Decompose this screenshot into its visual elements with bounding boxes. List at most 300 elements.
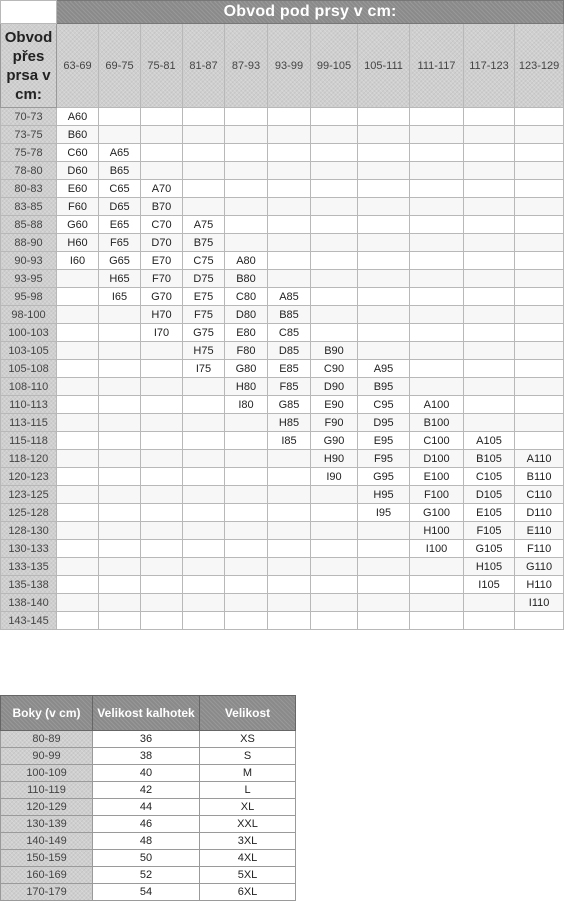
bra-size-cell <box>225 414 268 432</box>
bra-size-cell <box>464 252 515 270</box>
bra-size-cell <box>410 288 464 306</box>
table-row <box>1 108 564 126</box>
bra-size-cell <box>358 342 410 360</box>
bra-size-cell <box>311 576 358 594</box>
bra-size-cell <box>268 540 311 558</box>
bra-size-cell: C75 <box>183 252 225 270</box>
bra-size-cell <box>57 342 99 360</box>
table-row <box>1 414 564 432</box>
panty-size-cell: 46 <box>93 816 200 833</box>
bra-size-cell: H65 <box>99 270 141 288</box>
bra-size-cell: D90 <box>311 378 358 396</box>
bra-size-cell <box>358 306 410 324</box>
bra-size-cell <box>464 396 515 414</box>
bust-range-label: 133-135 <box>1 558 57 576</box>
bra-size-cell: G110 <box>515 558 564 576</box>
bra-size-cell <box>311 540 358 558</box>
bra-size-cell <box>99 540 141 558</box>
bra-size-cell: I65 <box>99 288 141 306</box>
table-row <box>1 126 564 144</box>
bra-size-cell <box>225 576 268 594</box>
bra-size-cell <box>183 162 225 180</box>
bra-size-cell: E95 <box>358 432 410 450</box>
bra-size-cell <box>225 180 268 198</box>
bra-size-cell: D85 <box>268 342 311 360</box>
bra-size-cell <box>183 558 225 576</box>
bust-range-label: 135-138 <box>1 576 57 594</box>
bra-size-cell <box>141 612 183 630</box>
bra-size-cell <box>99 504 141 522</box>
bra-size-cell <box>183 378 225 396</box>
bra-size-cell <box>311 594 358 612</box>
bra-size-cell: H80 <box>225 378 268 396</box>
bra-size-cell <box>311 144 358 162</box>
table-row <box>1 833 296 850</box>
size-column-header: Velikost kalhotek <box>93 696 200 731</box>
table-row <box>1 342 564 360</box>
bra-size-cell: G100 <box>410 504 464 522</box>
bust-range-label: 105-108 <box>1 360 57 378</box>
bra-size-cell <box>515 324 564 342</box>
bra-size-cell: A95 <box>358 360 410 378</box>
bra-size-cell <box>57 324 99 342</box>
bra-size-cell: G85 <box>268 396 311 414</box>
bra-size-cell <box>57 360 99 378</box>
bra-size-cell <box>141 468 183 486</box>
table-row <box>1 270 564 288</box>
bra-size-cell <box>358 612 410 630</box>
bra-size-cell <box>99 486 141 504</box>
bra-size-cell <box>99 396 141 414</box>
bra-size-cell <box>515 378 564 396</box>
bra-size-cell <box>464 216 515 234</box>
bra-size-cell <box>311 612 358 630</box>
bra-size-cell <box>464 270 515 288</box>
bra-size-cell <box>141 144 183 162</box>
bust-range-label: 85-88 <box>1 216 57 234</box>
bra-size-cell <box>464 198 515 216</box>
size-label-cell: 6XL <box>200 884 296 901</box>
bra-size-cell: E100 <box>410 468 464 486</box>
bra-size-cell: H105 <box>464 558 515 576</box>
bra-size-cell: F110 <box>515 540 564 558</box>
size-column-header: Boky (v cm) <box>1 696 93 731</box>
bra-size-cell <box>225 450 268 468</box>
bra-size-cell <box>57 522 99 540</box>
bra-size-cell <box>410 162 464 180</box>
bra-size-cell: I90 <box>311 468 358 486</box>
bra-size-cell: G70 <box>141 288 183 306</box>
bra-size-cell <box>515 126 564 144</box>
bra-size-cell <box>225 108 268 126</box>
bra-size-cell: H70 <box>141 306 183 324</box>
bra-size-cell: F70 <box>141 270 183 288</box>
bra-size-cell: A60 <box>57 108 99 126</box>
bra-size-cell <box>464 342 515 360</box>
bra-size-cell <box>268 468 311 486</box>
bust-range-label: 130-133 <box>1 540 57 558</box>
bra-size-cell <box>183 198 225 216</box>
bra-size-cell: H75 <box>183 342 225 360</box>
bust-header: Obvod přes prsa v cm: <box>1 24 57 108</box>
table-row <box>1 396 564 414</box>
bust-range-label: 143-145 <box>1 612 57 630</box>
bra-size-cell: F90 <box>311 414 358 432</box>
bra-size-cell <box>311 180 358 198</box>
bra-size-cell <box>141 378 183 396</box>
table-row <box>1 748 296 765</box>
bra-size-cell <box>515 396 564 414</box>
size-label-cell: 5XL <box>200 867 296 884</box>
bra-size-cell: C65 <box>99 180 141 198</box>
bra-size-cell <box>358 126 410 144</box>
bra-size-cell: F60 <box>57 198 99 216</box>
bra-size-cell <box>268 504 311 522</box>
bra-size-cell <box>464 378 515 396</box>
bra-size-cell <box>183 594 225 612</box>
bra-size-cell <box>141 558 183 576</box>
table-row <box>1 558 564 576</box>
size-label-cell: L <box>200 782 296 799</box>
hips-range-cell: 110-119 <box>1 782 93 799</box>
bra-size-cell <box>99 468 141 486</box>
size-label-cell: XL <box>200 799 296 816</box>
bra-size-cell: F95 <box>358 450 410 468</box>
bra-size-cell <box>515 234 564 252</box>
bra-size-cell <box>358 180 410 198</box>
bra-size-cell: E85 <box>268 360 311 378</box>
bra-size-cell <box>141 414 183 432</box>
underbust-column-header: 99-105 <box>311 24 358 108</box>
bra-size-cell <box>464 162 515 180</box>
bra-size-cell <box>515 414 564 432</box>
bra-size-cell <box>268 576 311 594</box>
bra-size-cell: B60 <box>57 126 99 144</box>
bra-size-cell <box>99 594 141 612</box>
bra-size-cell <box>99 414 141 432</box>
bra-size-cell <box>183 126 225 144</box>
bust-range-label: 123-125 <box>1 486 57 504</box>
bust-range-label: 98-100 <box>1 306 57 324</box>
bra-size-cell: B90 <box>311 342 358 360</box>
bra-size-cell <box>183 576 225 594</box>
bra-size-cell <box>183 450 225 468</box>
bust-range-label: 125-128 <box>1 504 57 522</box>
bra-size-cell <box>183 396 225 414</box>
bra-size-cell <box>410 270 464 288</box>
bra-size-cell <box>99 360 141 378</box>
bust-range-label: 90-93 <box>1 252 57 270</box>
bra-size-cell <box>464 288 515 306</box>
bra-size-cell <box>464 234 515 252</box>
size-column-header: Velikost <box>200 696 296 731</box>
bra-size-cell: F65 <box>99 234 141 252</box>
bra-size-cell <box>99 324 141 342</box>
hips-range-cell: 90-99 <box>1 748 93 765</box>
bra-size-cell <box>141 162 183 180</box>
bra-size-cell: B65 <box>99 162 141 180</box>
bra-size-cell <box>515 360 564 378</box>
bra-size-cell <box>268 180 311 198</box>
bra-size-cell <box>358 108 410 126</box>
bra-size-cell: F85 <box>268 378 311 396</box>
table-row <box>1 378 564 396</box>
bra-size-cell <box>358 558 410 576</box>
underbust-column-header: 63-69 <box>57 24 99 108</box>
bra-size-cell <box>141 540 183 558</box>
bra-size-cell <box>410 360 464 378</box>
bra-size-cell: B95 <box>358 378 410 396</box>
bra-size-cell <box>515 198 564 216</box>
bra-size-cell <box>141 432 183 450</box>
table-row <box>1 432 564 450</box>
bra-size-cell: B110 <box>515 468 564 486</box>
table-row <box>1 306 564 324</box>
bra-size-cell: G65 <box>99 252 141 270</box>
bust-range-label: 113-115 <box>1 414 57 432</box>
bra-size-cell <box>410 306 464 324</box>
table-row <box>1 504 564 522</box>
table-row <box>1 612 564 630</box>
bra-size-cell: D70 <box>141 234 183 252</box>
table-row <box>1 324 564 342</box>
table-row <box>1 765 296 782</box>
bust-range-label: 83-85 <box>1 198 57 216</box>
table-row <box>1 522 564 540</box>
bra-size-cell <box>311 558 358 576</box>
bra-size-cell <box>57 486 99 504</box>
bra-size-cell <box>311 162 358 180</box>
size-label-cell: S <box>200 748 296 765</box>
bra-size-cell: I95 <box>358 504 410 522</box>
bra-size-cell <box>57 432 99 450</box>
bra-size-cell <box>410 144 464 162</box>
bra-size-cell: I75 <box>183 360 225 378</box>
bra-size-cell <box>268 450 311 468</box>
bra-size-cell <box>99 126 141 144</box>
bra-size-cell: A105 <box>464 432 515 450</box>
bra-size-cell: B80 <box>225 270 268 288</box>
bra-size-cell <box>268 558 311 576</box>
bra-size-cell: E70 <box>141 252 183 270</box>
bra-size-cell: A85 <box>268 288 311 306</box>
bra-size-cell <box>268 108 311 126</box>
bra-size-cell <box>225 198 268 216</box>
bust-range-label: 138-140 <box>1 594 57 612</box>
bra-size-cell: H90 <box>311 450 358 468</box>
bra-size-cell <box>225 594 268 612</box>
bra-size-cell: E90 <box>311 396 358 414</box>
bra-size-cell <box>183 108 225 126</box>
bra-size-cell: A65 <box>99 144 141 162</box>
bra-size-cell <box>268 612 311 630</box>
bra-size-cell: C100 <box>410 432 464 450</box>
bra-size-cell: H110 <box>515 576 564 594</box>
bra-size-cell <box>311 522 358 540</box>
bra-size-cell <box>99 108 141 126</box>
bra-size-cell <box>57 396 99 414</box>
bra-size-cell <box>225 486 268 504</box>
bra-size-cell <box>358 198 410 216</box>
table-row <box>1 540 564 558</box>
bra-size-cell <box>464 144 515 162</box>
table-row <box>1 216 564 234</box>
bra-size-cell: H85 <box>268 414 311 432</box>
bra-size-cell <box>57 540 99 558</box>
bra-size-cell: A80 <box>225 252 268 270</box>
bra-size-cell <box>410 198 464 216</box>
bra-size-cell <box>515 144 564 162</box>
table-row <box>1 234 564 252</box>
bra-size-cell <box>141 576 183 594</box>
bra-size-cell <box>410 126 464 144</box>
panty-size-cell: 52 <box>93 867 200 884</box>
panty-size-table <box>0 695 296 901</box>
bra-size-cell: C105 <box>464 468 515 486</box>
bra-size-cell <box>410 234 464 252</box>
panty-size-cell: 38 <box>93 748 200 765</box>
bra-size-cell <box>311 324 358 342</box>
bra-size-cell <box>515 108 564 126</box>
table-row <box>1 486 564 504</box>
bra-size-cell: G105 <box>464 540 515 558</box>
bra-size-cell <box>410 108 464 126</box>
bra-size-cell <box>141 522 183 540</box>
underbust-column-header: 69-75 <box>99 24 141 108</box>
bra-size-cell <box>464 612 515 630</box>
bust-range-label: 80-83 <box>1 180 57 198</box>
bra-size-cell <box>99 306 141 324</box>
bra-size-cell: G90 <box>311 432 358 450</box>
bra-size-cell <box>410 576 464 594</box>
bra-size-cell: G95 <box>358 468 410 486</box>
bra-size-cell <box>225 612 268 630</box>
bust-range-label: 110-113 <box>1 396 57 414</box>
bra-size-cell: D80 <box>225 306 268 324</box>
bra-size-cell <box>225 468 268 486</box>
bra-size-cell <box>225 432 268 450</box>
bra-size-cell: B70 <box>141 198 183 216</box>
table-row <box>1 782 296 799</box>
bra-size-cell <box>99 450 141 468</box>
bra-size-cell <box>358 540 410 558</box>
bra-size-cell: G75 <box>183 324 225 342</box>
bra-size-cell <box>225 126 268 144</box>
bra-size-cell <box>311 252 358 270</box>
bra-size-cell <box>358 576 410 594</box>
table-row <box>1 144 564 162</box>
bra-size-cell <box>225 234 268 252</box>
bra-size-cell: A75 <box>183 216 225 234</box>
bust-range-label: 100-103 <box>1 324 57 342</box>
bra-size-cell: I100 <box>410 540 464 558</box>
bra-size-cell <box>183 522 225 540</box>
bra-size-cell <box>464 360 515 378</box>
bra-size-cell: D105 <box>464 486 515 504</box>
bust-range-label: 95-98 <box>1 288 57 306</box>
bust-range-label: 93-95 <box>1 270 57 288</box>
bra-size-cell: D100 <box>410 450 464 468</box>
bra-size-cell <box>410 252 464 270</box>
bust-range-label: 73-75 <box>1 126 57 144</box>
bra-size-cell <box>99 558 141 576</box>
bra-size-cell <box>311 234 358 252</box>
table-row <box>1 198 564 216</box>
bust-range-label: 118-120 <box>1 450 57 468</box>
bra-size-cell <box>57 558 99 576</box>
hips-range-cell: 160-169 <box>1 867 93 884</box>
bra-size-cell <box>464 306 515 324</box>
bra-size-cell <box>464 324 515 342</box>
bra-size-cell <box>268 216 311 234</box>
bra-size-cell: B85 <box>268 306 311 324</box>
bust-range-label: 120-123 <box>1 468 57 486</box>
bra-size-cell <box>183 144 225 162</box>
bra-size-cell: E65 <box>99 216 141 234</box>
bra-size-cell: C60 <box>57 144 99 162</box>
bra-size-cell <box>183 468 225 486</box>
bra-size-cell <box>311 198 358 216</box>
bra-size-cell <box>410 180 464 198</box>
bra-size-cell <box>358 252 410 270</box>
bra-size-cell <box>183 504 225 522</box>
bra-size-cell <box>410 342 464 360</box>
bra-size-cell <box>515 612 564 630</box>
bra-size-cell <box>141 486 183 504</box>
bra-size-cell <box>515 306 564 324</box>
bra-size-cell <box>141 360 183 378</box>
bra-size-cell <box>225 216 268 234</box>
bra-size-cell <box>57 468 99 486</box>
bra-size-cell <box>57 306 99 324</box>
bra-size-cell: I70 <box>141 324 183 342</box>
bra-size-cell <box>464 414 515 432</box>
table-row <box>1 884 296 901</box>
bra-size-cell: D60 <box>57 162 99 180</box>
table-row <box>1 450 564 468</box>
size-label-cell: XS <box>200 731 296 748</box>
bra-size-cell <box>515 432 564 450</box>
bra-size-cell <box>358 162 410 180</box>
bra-size-cell: A100 <box>410 396 464 414</box>
panty-size-cell: 42 <box>93 782 200 799</box>
bra-size-cell <box>358 144 410 162</box>
bra-size-cell: I105 <box>464 576 515 594</box>
table-row <box>1 576 564 594</box>
bra-size-cell: I110 <box>515 594 564 612</box>
bra-size-cell: C85 <box>268 324 311 342</box>
bra-size-cell <box>57 450 99 468</box>
bra-size-cell <box>57 594 99 612</box>
bra-size-cell <box>410 324 464 342</box>
bra-size-cell <box>268 198 311 216</box>
underbust-column-header: 123-129 <box>515 24 564 108</box>
bra-size-cell <box>141 396 183 414</box>
bra-size-cell: D65 <box>99 198 141 216</box>
bra-size-cell: B105 <box>464 450 515 468</box>
size-label-cell: 4XL <box>200 850 296 867</box>
bra-size-cell: F105 <box>464 522 515 540</box>
bra-size-cell: C95 <box>358 396 410 414</box>
underbust-column-header: 93-99 <box>268 24 311 108</box>
bra-size-cell: A70 <box>141 180 183 198</box>
bra-size-cell: C110 <box>515 486 564 504</box>
bra-size-cell <box>515 252 564 270</box>
bra-size-cell: H100 <box>410 522 464 540</box>
bra-size-cell <box>410 378 464 396</box>
bra-size-cell: I85 <box>268 432 311 450</box>
corner-cell <box>1 1 57 24</box>
